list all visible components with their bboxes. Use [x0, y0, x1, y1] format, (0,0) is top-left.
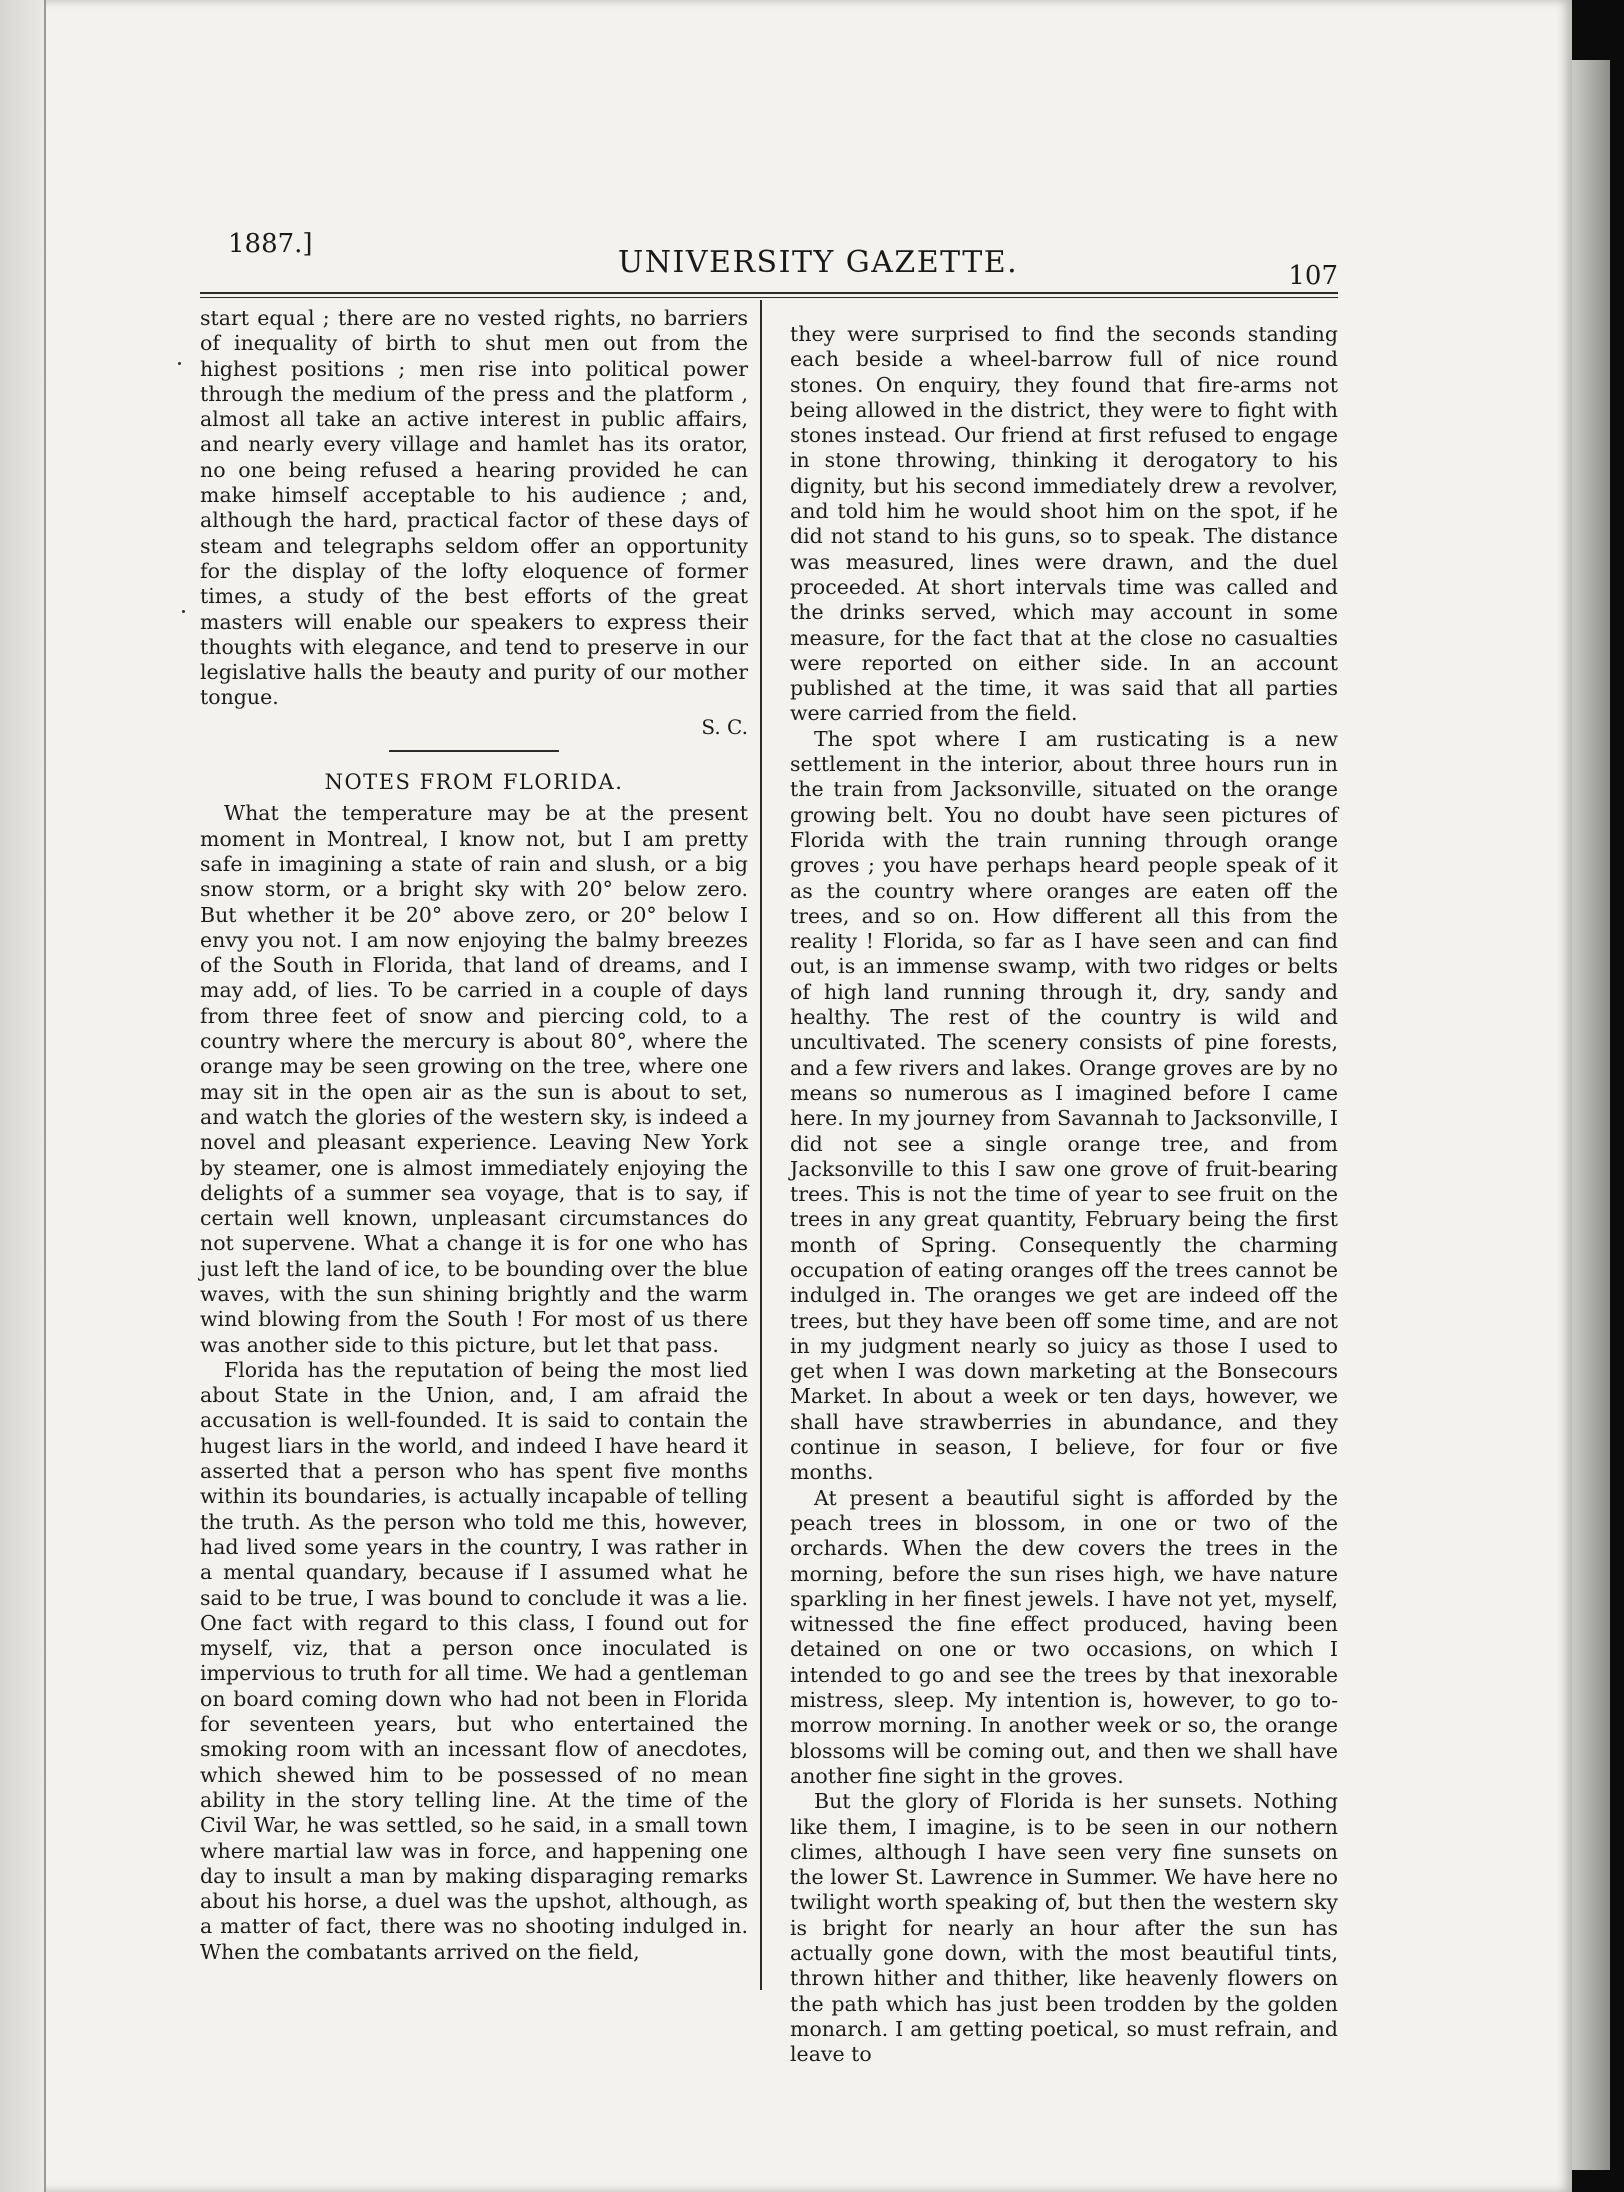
binding-fold-line: [44, 0, 46, 2192]
column-divider: [760, 300, 762, 1990]
page-number: 107: [1288, 261, 1338, 291]
header-year: 1887.]: [228, 229, 313, 259]
header-rule-thin: [200, 297, 1338, 298]
article-paragraph: At present a beautiful sight is afforded by the peach trees in blossom, in one or two of the orchards. When the dew covers the trees in the morning, before the sun rises high, we have nature sparkling in her finest jewels. I have not yet, myself, witnessed the fine effect produced, having been detained on one or two occasions, on which I intended to go and see the trees by that inexorable mistress, sleep. My intention is, however, to go to-morrow morning. In another week or so, the orange blossoms will be coming out, and then we shall have another fine sight in the groves.: [790, 1485, 1338, 1788]
header-rule: [200, 292, 1338, 294]
running-header: [228, 225, 1338, 291]
article-paragraph: What the temperature may be at the present moment in Montreal, I know not, but I am pretty safe in imagining a state of rain and slush, or a big snow storm, or a bright sky with 20° below zero. But whether it be 20° above zero, or 20° below I envy you not. I am now enjoying the balmy breezes of the South in Florida, that land of dreams, and I may add, of lies. To be carried in a couple of days from three feet of snow and piercing cold, to a country where the mercury is about 80°, where the orange may be seen growing on the tree, where one may sit in the open air as the sun is about to set, and watch the glories of the western sky, is indeed a novel and pleasant experience. Leaving New York by steamer, one is almost immediately enjoying the delights of a summer sea voyage, that is to say, if certain well known, unpleasant circumstances do not supervene. What a change it is for one who has just left the land of ice, to be bounding over the blue waves, with the sun shining brightly and the warm wind blowing from the South ! For most of us there was another side to this picture, but let that pass.: [200, 801, 748, 1357]
author-signature: S. C.: [701, 714, 748, 739]
intro-paragraph: start equal ; there are no vested rights, no barriers of inequality of birth to shut men out from the highest positions ; men rise into political power through the medium of the press and the platform , almost all take an active interest in public affairs, and nearly every village and hamlet has its orator, no one being refused a hearing provided he can make himself acceptable to his audience ; and, although the hard, practical factor of these days of steam and telegraphs seldom offer an opportunity for the display of the lofty eloquence of former times, a study of the best efforts of the great masters will enable our speakers to express their thoughts with elegance, and tend to preserve in our legislative halls the beauty and purity of our mother tongue.: [200, 306, 748, 710]
right-column: [790, 322, 1338, 2067]
ink-speck: [182, 610, 185, 613]
header-title: UNIVERSITY GAZETTE.: [618, 245, 1019, 280]
article-title: NOTES FROM FLORIDA.: [324, 770, 624, 795]
section-divider: [389, 750, 559, 752]
left-column: [200, 306, 748, 1965]
binding-strip: [0, 0, 46, 2192]
article-paragraph: they were surprised to find the seconds standing each beside a wheel-barrow full of nice round stones. On enquiry, they found that fire-arms not being allowed in the district, they were to fight with stones instead. Our friend at first refused to engage in stone throwing, thinking it derogatory to his dignity, but his second immediately drew a revolver, and told him he would shoot him on the spot, if he did not stand to his guns, so to speak. The distance was measured, lines were drawn, and the duel proceeded. At short intervals time was called and the drinks served, which may account in some measure, for the fact that at the close no casualties were reported on either side. In an account published at the time, it was said that all parties were carried from the field.: [790, 322, 1338, 726]
article-paragraph: The spot where I am rusticating is a new settlement in the interior, about three hours run in the train from Jacksonville, situated on the orange growing belt. You no doubt have seen pictures of Florida with the train running through orange groves ; you have perhaps heard people speak of it as the country where oranges are eaten off the trees, and so on. How different all this from the reality ! Florida, so far as I have seen and can find out, is an immense swamp, with two ridges or belts of high land running through it, dry, sandy and healthy. The rest of the country is wild and uncultivated. The scenery consists of pine forests, and a few rivers and lakes. Orange groves are by no means so numerous as I imagined before I came here. In my journey from Savannah to Jacksonville, I did not see a single orange tree, and from Jacksonville to this I saw one grove of fruit-bearing trees. This is not the time of year to see fruit on the trees in any great quantity, February being the first month of Spring. Consequently the charming occupation of eating oranges off the trees cannot be indulged in. The oranges we get are indeed off the trees, but they have been off some time, and are not in my judgment nearly so juicy as those I used to get when I was down marketing at the Bonsecours Market. In about a week or ten days, however, we shall have strawberries in abundance, and they continue in season, I believe, for four or five months.: [790, 726, 1338, 1485]
ink-speck: [178, 362, 181, 365]
article-paragraph: Florida has the reputation of being the most lied about State in the Union, and, I am afraid the accusation is well-founded. It is said to contain the hugest liars in the world, and indeed I have heard it asserted that a person who has spent five months within its boundaries, is actually incapable of telling the truth. As the person who told me this, however, had lived some years in the country, I was rather in a mental quandary, because if I assumed what he said to be true, I was bound to conclude it was a lie. One fact with regard to this class, I found out for myself, viz, that a person once inoculated is impervious to truth for all time. We had a gentleman on board coming down who had not been in Florida for seventeen years, but who entertained the smoking room with an incessant flow of anecdotes, which shewed him to be possessed of no mean ability in the story telling line. At the time of the Civil War, he was settled, so he said, in a small town where martial law was in force, and happening one day to insult a man by making disparaging remarks about his horse, a duel was the upshot, although, as a matter of fact, there was no shooting indulged in. When the combatants arrived on the field,: [200, 1357, 748, 1964]
article-paragraph: But the glory of Florida is her sunsets. Nothing like them, I imagine, is to be seen in our nothern climes, although I have seen very fine sunsets on the lower St. Lawrence in Summer. We have here no twilight worth speaking of, but then the western sky is bright for nearly an hour after the sun has actually gone down, with the most beautiful tints, thrown hither and thither, like heavenly flowers on the path which has just been trodden by the golden monarch. I am getting poetical, so must refrain, and leave to: [790, 1789, 1338, 2067]
